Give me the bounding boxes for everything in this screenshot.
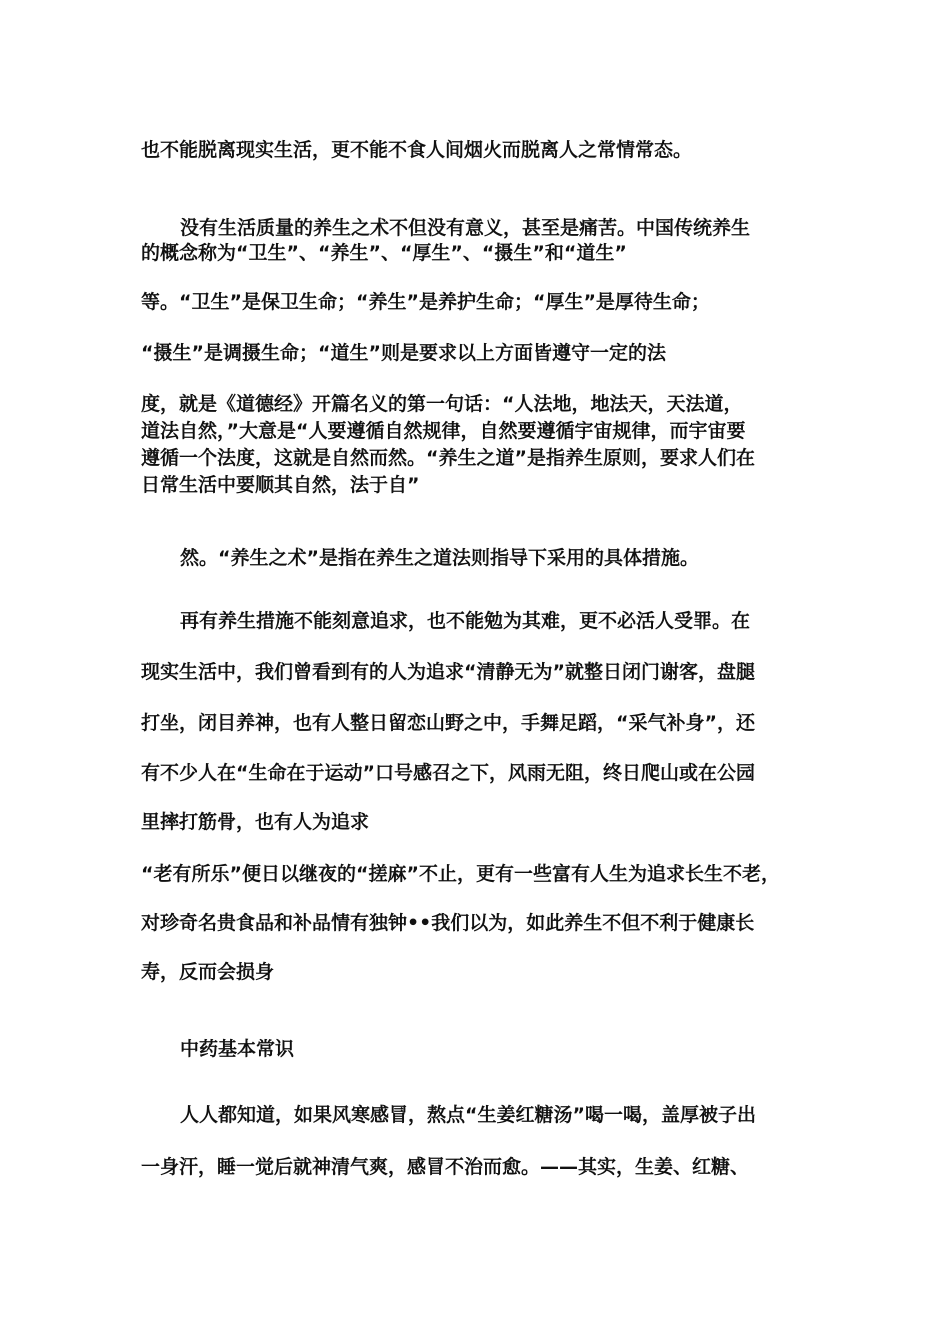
text-line: 日常生活中要顺其自然，法于自” xyxy=(141,474,420,496)
text-line: 度，就是《道德经》开篇名义的第一句话：“人法地，地法天，天法道， xyxy=(141,393,743,415)
text-line: “老有所乐”便日以继夜的“搓麻”不止，更有一些富有人生为追求长生不老， xyxy=(141,863,780,885)
text-line: 对珍奇名贵食品和补品情有独钟••我们以为，如此养生不但不利于健康长 xyxy=(141,912,755,934)
text-line: “摄生”是调摄生命；“道生”则是要求以上方面皆遵守一定的法 xyxy=(141,342,666,364)
section-heading: 中药基本常识 xyxy=(180,1038,295,1060)
text-line: 没有生活质量的养生之术不但没有意义，甚至是痛苦。中国传统养生 xyxy=(180,217,751,239)
text-line: 里摔打筋骨，也有人为追求 xyxy=(141,811,370,833)
text-line: 等。“卫生”是保卫生命；“养生”是养护生命；“厚生”是厚待生命； xyxy=(141,291,710,313)
text-line: 寿，反而会损身 xyxy=(141,961,275,983)
text-line: 现实生活中，我们曾看到有的人为追求“清静无为”就整日闭门谢客，盘腿 xyxy=(141,661,755,683)
text-line: 打坐，闭目养神，也有人整日留恋山野之中，手舞足蹈，“采气补身”，还 xyxy=(141,712,755,734)
text-line: 一身汗，睡一觉后就神清气爽，感冒不治而愈。——其实，生姜、红糖、 xyxy=(141,1156,750,1178)
text-line: 再有养生措施不能刻意追求，也不能勉为其难，更不必活人受罪。在 xyxy=(180,610,751,632)
text-line: 有不少人在“生命在于运动”口号感召之下，风雨无阻，终日爬山或在公园 xyxy=(141,762,755,784)
text-line: 然。“养生之术”是指在养生之道法则指导下采用的具体措施。 xyxy=(180,547,699,569)
text-line: 遵循一个法度，这就是自然而然。“养生之道”是指养生原则，要求人们在 xyxy=(141,447,755,469)
text-line: 也不能脱离现实生活，更不能不食人间烟火而脱离人之常情常态。 xyxy=(141,139,693,161)
text-line: 的概念称为“卫生”、“养生”、“厚生”、“摄生”和“道生” xyxy=(141,242,627,264)
text-line: 道法自然，”大意是“人要遵循自然规律，自然要遵循宇宙规律，而宇宙要 xyxy=(141,420,746,442)
text-line: 人人都知道，如果风寒感冒，熬点“生姜红糖汤”喝一喝，盖厚被子出 xyxy=(180,1104,756,1126)
